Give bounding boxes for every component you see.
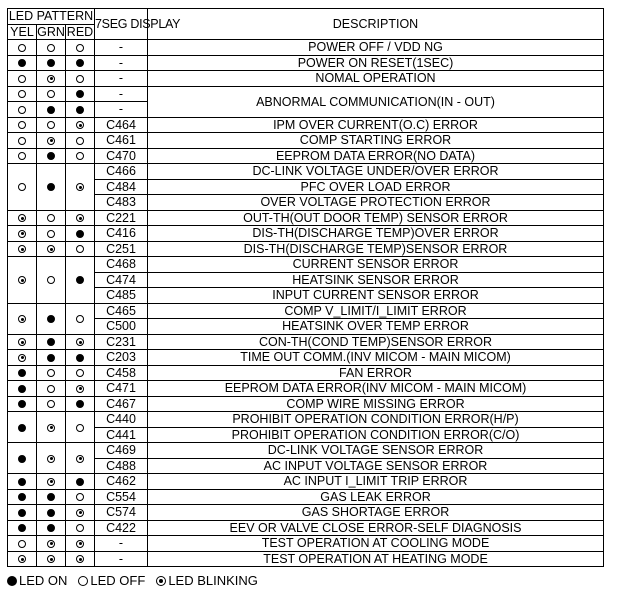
table-row: [8, 350, 604, 366]
code-cell: C422: [95, 520, 148, 536]
code-cell: -: [95, 86, 148, 102]
led-blink-icon: [76, 540, 84, 548]
led-red-cell: [66, 117, 95, 133]
led-off-icon: [47, 44, 55, 52]
code-cell: C474: [95, 272, 148, 288]
table-row: [8, 257, 604, 273]
led-on-icon: [18, 385, 26, 393]
table-row: [8, 365, 604, 381]
code-cell: -: [95, 55, 148, 71]
led-blink-icon: [18, 245, 26, 253]
led-on-icon: [47, 152, 55, 160]
table-row: [8, 319, 604, 335]
led-yel-cell: [8, 489, 37, 505]
description-cell: PFC OVER LOAD ERROR: [148, 179, 604, 195]
led-off-icon: [76, 245, 84, 253]
led-blink-icon: [76, 555, 84, 563]
led-blink-icon: [18, 555, 26, 563]
led-red-cell: [66, 505, 95, 521]
led-yel-cell: [8, 474, 37, 490]
table-row: [8, 148, 604, 164]
description-cell: DIS-TH(DISCHARGE TEMP)SENSOR ERROR: [148, 241, 604, 257]
table-row: [8, 164, 604, 180]
led-yel-cell: [8, 86, 37, 102]
led-off-icon: [18, 44, 26, 52]
led-yel-cell: [8, 334, 37, 350]
table-body: [8, 40, 604, 567]
led-on-icon: [18, 493, 26, 501]
table-row: [8, 288, 604, 304]
led-yel-cell: [8, 40, 37, 56]
led-grn-cell: [37, 210, 66, 226]
led-on-icon: [76, 59, 84, 67]
led-grn-cell: [37, 55, 66, 71]
description-cell: POWER ON RESET(1SEC): [148, 55, 604, 71]
led-on-icon: [47, 509, 55, 517]
led-blink-icon: [47, 137, 55, 145]
led-grn-cell: [37, 412, 66, 443]
description-cell: EEPROM DATA ERROR(NO DATA): [148, 148, 604, 164]
led-grn-cell: [37, 40, 66, 56]
led-yel-cell: [8, 55, 37, 71]
code-cell: C416: [95, 226, 148, 242]
led-grn-cell: [37, 164, 66, 211]
table-row: [8, 443, 604, 459]
led-yel-cell: [8, 350, 37, 366]
led-off-icon: [18, 137, 26, 145]
description-cell: INPUT CURRENT SENSOR ERROR: [148, 288, 604, 304]
description-cell: OUT-TH(OUT DOOR TEMP) SENSOR ERROR: [148, 210, 604, 226]
code-cell: -: [95, 40, 148, 56]
led-yel-cell: [8, 303, 37, 334]
code-cell: C554: [95, 489, 148, 505]
led-on-icon: [18, 400, 26, 408]
led-on-icon: [47, 524, 55, 532]
led-off-icon: [18, 121, 26, 129]
code-cell: C441: [95, 427, 148, 443]
led-grn-cell: [37, 536, 66, 552]
code-cell: C458: [95, 365, 148, 381]
led-blink-icon: [47, 478, 55, 486]
code-cell: C461: [95, 133, 148, 149]
led-grn-cell: [37, 365, 66, 381]
table-row: [8, 241, 604, 257]
led-yel-cell: [8, 71, 37, 87]
led-grn-cell: [37, 350, 66, 366]
legend-item: [78, 573, 145, 588]
led-yel-cell: [8, 133, 37, 149]
led-blink-icon: [47, 75, 55, 83]
led-blink-icon: [76, 385, 84, 393]
description-cell: COMP STARTING ERROR: [148, 133, 604, 149]
led-off-icon: [18, 152, 26, 160]
led-red-cell: [66, 210, 95, 226]
legend-label: LED ON: [19, 573, 68, 588]
led-yel-cell: [8, 443, 37, 474]
table-row: [8, 458, 604, 474]
table-row: [8, 210, 604, 226]
table-row: [8, 272, 604, 288]
led-grn-cell: [37, 505, 66, 521]
led-grn-cell: [37, 334, 66, 350]
code-cell: -: [95, 551, 148, 567]
grn-header: GRN: [37, 24, 65, 39]
description-cell: COMP WIRE MISSING ERROR: [148, 396, 604, 412]
description-cell: HEATSINK OVER TEMP ERROR: [148, 319, 604, 335]
description-cell: ABNORMAL COMMUNICATION(IN - OUT): [148, 86, 604, 117]
led-on-icon: [18, 59, 26, 67]
legend-item: [156, 573, 258, 588]
description-cell: OVER VOLTAGE PROTECTION ERROR: [148, 195, 604, 211]
led-off-icon: [76, 152, 84, 160]
led-off-icon: [18, 106, 26, 114]
description-cell: POWER OFF / VDD NG: [148, 40, 604, 56]
table-row: [8, 334, 604, 350]
led-red-cell: [66, 474, 95, 490]
code-cell: C466: [95, 164, 148, 180]
table-row: [8, 551, 604, 567]
led-on-icon: [47, 106, 55, 114]
led-on-icon: [18, 424, 26, 432]
led-red-cell: [66, 148, 95, 164]
led-off-icon: [47, 276, 55, 284]
led-off-icon: [78, 576, 88, 586]
led-grn-cell: [37, 102, 66, 118]
led-blink-icon: [76, 455, 84, 463]
description-cell: AC INPUT VOLTAGE SENSOR ERROR: [148, 458, 604, 474]
table-row: [8, 133, 604, 149]
led-blink-icon: [18, 338, 26, 346]
table-row: [8, 117, 604, 133]
table-row: [8, 226, 604, 242]
led-red-cell: [66, 536, 95, 552]
led-on-icon: [76, 400, 84, 408]
code-cell: C485: [95, 288, 148, 304]
led-off-icon: [76, 369, 84, 377]
table-row: [8, 427, 604, 443]
code-cell: C221: [95, 210, 148, 226]
led-red-cell: [66, 164, 95, 211]
led-off-icon: [47, 214, 55, 222]
code-cell: C468: [95, 257, 148, 273]
description-cell: NOMAL OPERATION: [148, 71, 604, 87]
led-grn-cell: [37, 396, 66, 412]
description-cell: TEST OPERATION AT COOLING MODE: [148, 536, 604, 552]
code-cell: -: [95, 102, 148, 118]
led-red-cell: [66, 412, 95, 443]
legend-label: LED BLINKING: [168, 573, 258, 588]
led-yel-cell: [8, 365, 37, 381]
led-blink-icon: [76, 183, 84, 191]
description-header: DESCRIPTION: [148, 9, 604, 40]
led-red-cell: [66, 133, 95, 149]
led-off-icon: [18, 90, 26, 98]
led-yel-cell: [8, 505, 37, 521]
code-cell: C471: [95, 381, 148, 397]
led-blink-icon: [18, 214, 26, 222]
table-row: [8, 303, 604, 319]
led-red-cell: [66, 55, 95, 71]
led-red-cell: [66, 226, 95, 242]
led-yel-cell: [8, 551, 37, 567]
table-row: [8, 536, 604, 552]
legend: [7, 573, 269, 588]
led-off-icon: [18, 183, 26, 191]
led-grn-cell: [37, 117, 66, 133]
led-yel-cell: [8, 381, 37, 397]
table-row: [8, 195, 604, 211]
legend-label: LED OFF: [90, 573, 146, 588]
led-blink-icon: [76, 121, 84, 129]
table-row: [8, 474, 604, 490]
led-off-icon: [47, 369, 55, 377]
led-yel-cell: [8, 102, 37, 118]
code-cell: C231: [95, 334, 148, 350]
led-red-cell: [66, 489, 95, 505]
led-red-cell: [66, 443, 95, 474]
description-cell: IPM OVER CURRENT(O.C) ERROR: [148, 117, 604, 133]
led-off-icon: [18, 540, 26, 548]
led-off-icon: [76, 137, 84, 145]
led-blink-icon: [18, 230, 26, 238]
table-row: [8, 505, 604, 521]
error-code-table: [7, 8, 604, 567]
led-on-icon: [76, 106, 84, 114]
led-blinking-icon: [156, 576, 166, 586]
led-off-icon: [47, 90, 55, 98]
led-red-cell: [66, 71, 95, 87]
led-grn-cell: [37, 381, 66, 397]
led-yel-cell: [8, 412, 37, 443]
led-red-cell: [66, 257, 95, 304]
led-on-icon: [47, 315, 55, 323]
led-grn-cell: [37, 133, 66, 149]
description-cell: PROHIBIT OPERATION CONDITION ERROR(C/O): [148, 427, 604, 443]
led-blink-icon: [18, 276, 26, 284]
led-pattern-header: LED PATTERN: [8, 9, 94, 24]
led-yel-cell: [8, 210, 37, 226]
table-row: [8, 520, 604, 536]
led-on-icon: [47, 338, 55, 346]
description-cell: COMP V_LIMIT/I_LIMIT ERROR: [148, 303, 604, 319]
led-yel-cell: [8, 226, 37, 242]
led-yel-cell: [8, 164, 37, 211]
description-cell: GAS LEAK ERROR: [148, 489, 604, 505]
description-cell: EEPROM DATA ERROR(INV MICOM - MAIN MICOM): [148, 381, 604, 397]
led-grn-cell: [37, 241, 66, 257]
led-grn-cell: [37, 303, 66, 334]
led-blink-icon: [18, 315, 26, 323]
led-red-cell: [66, 396, 95, 412]
table-row: [8, 396, 604, 412]
code-cell: C484: [95, 179, 148, 195]
led-on-icon: [76, 354, 84, 362]
led-off-icon: [47, 230, 55, 238]
led-off-icon: [76, 315, 84, 323]
red-header: RED: [66, 24, 94, 39]
code-cell: C440: [95, 412, 148, 428]
legend-item: [7, 573, 67, 588]
code-cell: -: [95, 536, 148, 552]
led-off-icon: [76, 44, 84, 52]
description-cell: PROHIBIT OPERATION CONDITION ERROR(H/P): [148, 412, 604, 428]
description-cell: HEATSINK SENSOR ERROR: [148, 272, 604, 288]
code-cell: -: [95, 71, 148, 87]
led-blink-icon: [47, 424, 55, 432]
led-on-icon: [47, 183, 55, 191]
led-yel-cell: [8, 536, 37, 552]
led-off-icon: [18, 75, 26, 83]
description-cell: CON-TH(COND TEMP)SENSOR ERROR: [148, 334, 604, 350]
led-grn-cell: [37, 489, 66, 505]
led-off-icon: [76, 524, 84, 532]
code-cell: C483: [95, 195, 148, 211]
led-red-cell: [66, 350, 95, 366]
code-cell: C470: [95, 148, 148, 164]
led-blink-icon: [47, 245, 55, 253]
led-red-cell: [66, 102, 95, 118]
led-grn-cell: [37, 86, 66, 102]
led-blink-icon: [76, 214, 84, 222]
display-header: 7SEG DISPLAY: [95, 9, 148, 40]
code-cell: C488: [95, 458, 148, 474]
led-grn-cell: [37, 226, 66, 242]
led-on-icon: [76, 276, 84, 284]
led-blink-icon: [47, 540, 55, 548]
led-off-icon: [47, 121, 55, 129]
led-yel-cell: [8, 117, 37, 133]
led-red-cell: [66, 241, 95, 257]
led-red-cell: [66, 334, 95, 350]
led-on-icon: [7, 576, 17, 586]
led-on-icon: [47, 354, 55, 362]
led-yel-cell: [8, 396, 37, 412]
description-cell: DC-LINK VOLTAGE SENSOR ERROR: [148, 443, 604, 459]
yel-header: YEL: [8, 24, 37, 40]
led-red-cell: [66, 86, 95, 102]
led-grn-cell: [37, 443, 66, 474]
led-off-icon: [76, 75, 84, 83]
led-yel-cell: [8, 520, 37, 536]
led-grn-cell: [37, 71, 66, 87]
table-row: [8, 179, 604, 195]
table-row: [8, 71, 604, 87]
description-cell: TIME OUT COMM.(INV MICOM - MAIN MICOM): [148, 350, 604, 366]
led-red-cell: [66, 381, 95, 397]
description-cell: FAN ERROR: [148, 365, 604, 381]
code-cell: C465: [95, 303, 148, 319]
led-on-icon: [76, 90, 84, 98]
code-cell: C467: [95, 396, 148, 412]
description-cell: EEV OR VALVE CLOSE ERROR-SELF DIAGNOSIS: [148, 520, 604, 536]
table-row: [8, 86, 604, 102]
led-off-icon: [76, 493, 84, 501]
code-cell: C203: [95, 350, 148, 366]
led-grn-cell: [37, 148, 66, 164]
led-blink-icon: [47, 555, 55, 563]
code-cell: C462: [95, 474, 148, 490]
led-yel-cell: [8, 148, 37, 164]
led-on-icon: [18, 509, 26, 517]
description-cell: DC-LINK VOLTAGE UNDER/OVER ERROR: [148, 164, 604, 180]
description-cell: CURRENT SENSOR ERROR: [148, 257, 604, 273]
table-row: [8, 40, 604, 56]
led-on-icon: [47, 59, 55, 67]
led-red-cell: [66, 303, 95, 334]
led-grn-cell: [37, 257, 66, 304]
led-yel-cell: [8, 257, 37, 304]
led-on-icon: [76, 230, 84, 238]
led-on-icon: [18, 478, 26, 486]
led-red-cell: [66, 365, 95, 381]
code-cell: C251: [95, 241, 148, 257]
led-blink-icon: [76, 338, 84, 346]
led-yel-cell: [8, 241, 37, 257]
led-red-cell: [66, 40, 95, 56]
led-grn-cell: [37, 551, 66, 567]
led-off-icon: [47, 400, 55, 408]
code-cell: C574: [95, 505, 148, 521]
led-red-cell: [66, 520, 95, 536]
led-grn-cell: [37, 520, 66, 536]
led-blink-icon: [18, 354, 26, 362]
led-on-icon: [18, 455, 26, 463]
led-blink-icon: [47, 455, 55, 463]
led-grn-cell: [37, 474, 66, 490]
led-on-icon: [47, 493, 55, 501]
led-off-icon: [76, 424, 84, 432]
code-cell: C500: [95, 319, 148, 335]
description-cell: AC INPUT I_LIMIT TRIP ERROR: [148, 474, 604, 490]
code-cell: C464: [95, 117, 148, 133]
table-row: [8, 412, 604, 428]
description-cell: GAS SHORTAGE ERROR: [148, 505, 604, 521]
led-on-icon: [18, 369, 26, 377]
table-row: [8, 381, 604, 397]
table-row: [8, 55, 604, 71]
description-cell: DIS-TH(DISCHARGE TEMP)OVER ERROR: [148, 226, 604, 242]
led-red-cell: [66, 551, 95, 567]
led-on-icon: [18, 524, 26, 532]
table-row: [8, 489, 604, 505]
led-blink-icon: [76, 509, 84, 517]
description-cell: TEST OPERATION AT HEATING MODE: [148, 551, 604, 567]
code-cell: C469: [95, 443, 148, 459]
led-off-icon: [47, 385, 55, 393]
led-on-icon: [76, 478, 84, 486]
